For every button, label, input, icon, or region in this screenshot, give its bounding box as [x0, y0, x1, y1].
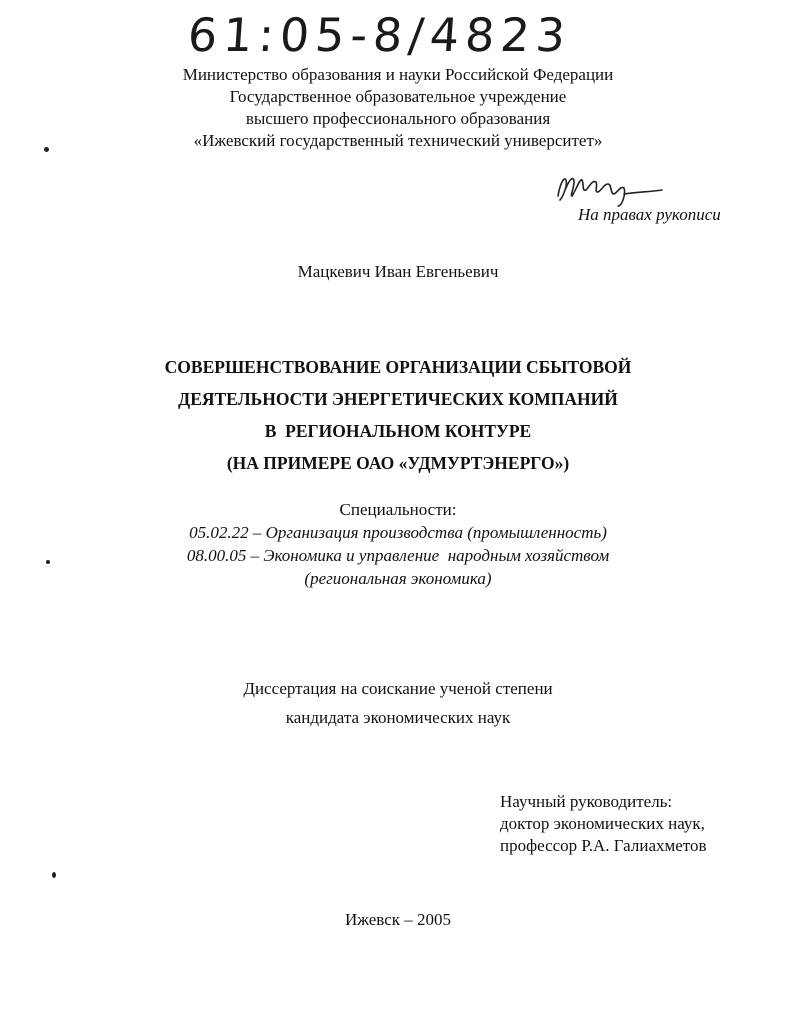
specialty-item: 05.02.22 – Организация производства (промышленность) [189, 523, 607, 542]
scan-mark [52, 872, 56, 878]
degree-line: кандидата экономических наук [285, 708, 511, 727]
advisor-line: Научный руководитель: [500, 792, 673, 811]
advisor-line: доктор экономических наук, [500, 814, 705, 833]
archive-code-handwritten: 61:05-8/4823 [186, 8, 573, 62]
title-line: СОВЕРШЕНСТВОВАНИЕ ОРГАНИЗАЦИИ СБЫТОВОЙ [164, 357, 632, 377]
dissertation-title [0, 351, 796, 479]
header-line: высшего профессионального образования [245, 109, 551, 128]
degree-block [0, 674, 796, 732]
signature-icon [552, 166, 672, 210]
institution-header [0, 64, 796, 152]
title-line: В РЕГИОНАЛЬНОМ КОНТУРЕ [264, 421, 532, 441]
header-line: Государственное образовательное учреждение [229, 87, 567, 106]
author-name: Мацкевич Иван Евгеньевич [297, 262, 499, 281]
manuscript-note: На правах рукописи [578, 205, 721, 224]
scan-mark [46, 560, 50, 564]
title-line: (НА ПРИМЕРЕ ОАО «УДМУРТЭНЕРГО») [226, 453, 570, 473]
degree-line: Диссертация на соискание ученой степени [243, 679, 553, 698]
specialties-label: Специальности: [339, 500, 457, 519]
title-line: ДЕЯТЕЛЬНОСТИ ЭНЕРГЕТИЧЕСКИХ КОМПАНИЙ [178, 389, 618, 409]
header-line: «Ижевский государственный технический университет» [193, 131, 603, 150]
header-line: Министерство образования и науки Российской Федерации [182, 65, 614, 84]
specialties-block [0, 498, 796, 590]
city-year: Ижевск – 2005 [344, 910, 452, 929]
advisor-line: профессор Р.А. Галиахметов [500, 836, 707, 855]
scan-mark [44, 147, 49, 152]
advisor-block [500, 791, 707, 857]
specialty-item: (региональная экономика) [304, 569, 492, 588]
specialty-item: 08.00.05 – Экономика и управление народным хозяйством [186, 546, 610, 565]
